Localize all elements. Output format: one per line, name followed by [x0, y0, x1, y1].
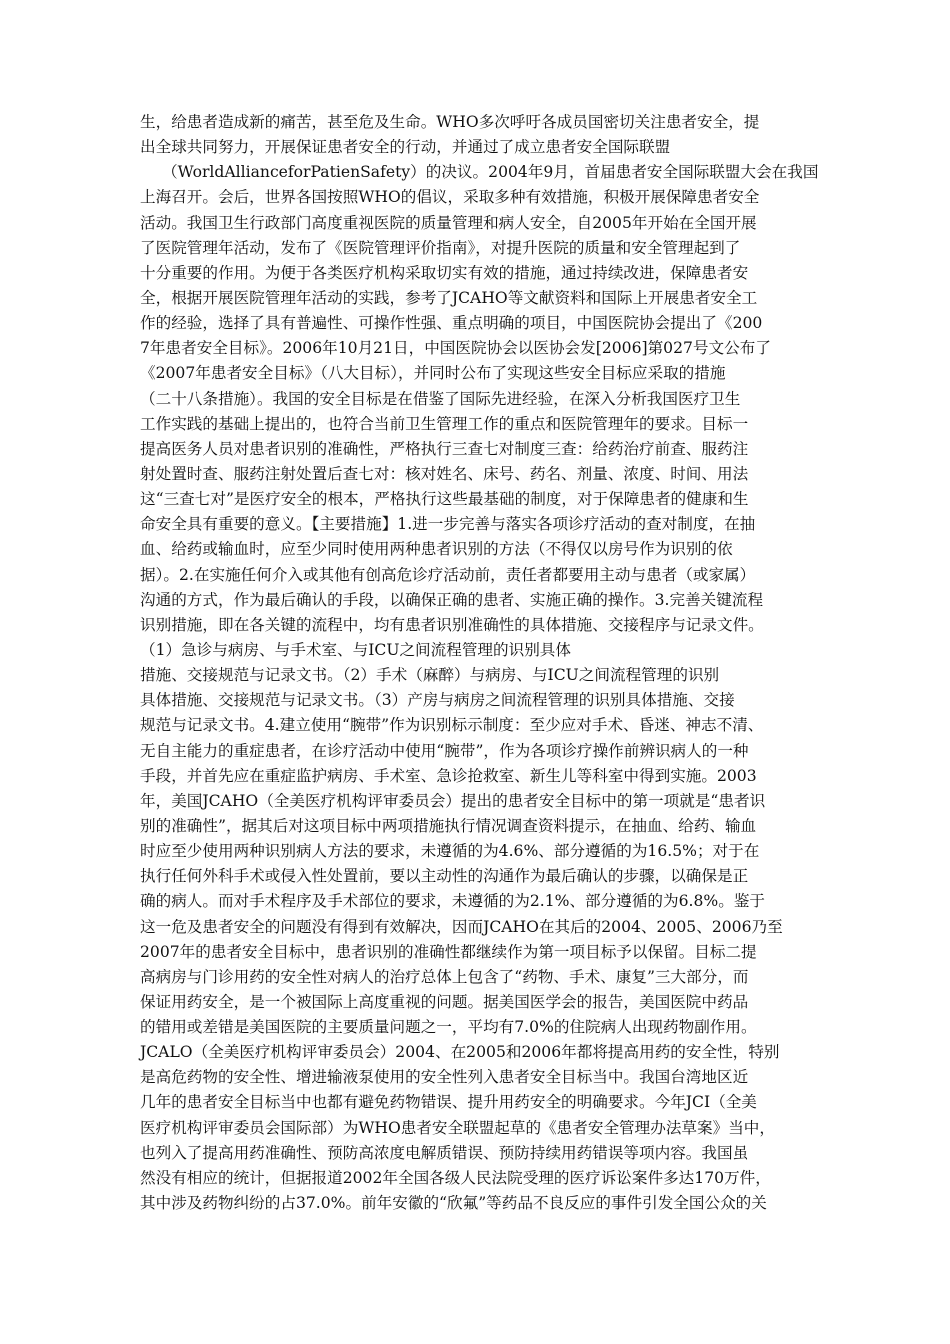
- text-line: （WorldAllianceforPatienSafety）的决议。2004年9月，首届患者安全国际联盟大会在我国: [162, 163, 819, 182]
- text-line: 也列入了提高用药准确性、预防高浓度电解质错误、预防持续用药错误等项内容。我国虽: [140, 1143, 749, 1162]
- text-line: 是高危药物的安全性、增进输液泵使用的安全性列入患者安全目标当中。我国台湾地区近: [140, 1068, 749, 1087]
- text-line: 了医院管理年活动，发布了《医院管理评价指南》，对提升医院的质量和安全管理起到了: [140, 238, 741, 257]
- text-line: 其中涉及药物纠纷的占37.0%。前年安徽的“欣氟”等药品不良反应的事件引发全国公众的关: [140, 1194, 767, 1213]
- body-text: [140, 110, 830, 1216]
- text-line: 这一危及患者安全的问题没有得到有效解决，因而JCAHO在其后的2004、2005、2006乃至: [140, 917, 783, 936]
- text-line: 出全球共同努力，开展保证患者安全的行动，并通过了成立患者安全国际联盟: [140, 138, 671, 157]
- text-line: 生，给患者造成新的痛苦，甚至危及生命。WHO多次呼吁各成员国密切关注患者安全，提: [140, 113, 760, 131]
- text-line: 活动。我国卫生行政部门高度重视医院的质量管理和病人安全，自2005年开始在全国开展: [140, 213, 757, 232]
- text-line: 作的经验，选择了具有普遍性、可操作性强、重点明确的项目，中国医院协会提出了《200: [140, 314, 763, 333]
- text-line: 具体措施、交接规范与记录文书。（3）产房与病房之间流程管理的识别具体措施、交接: [140, 691, 735, 710]
- text-line: 的错用或差错是美国医院的主要质量问题之一，平均有7.0%的住院病人出现药物副作用。: [140, 1018, 757, 1037]
- text-line: 工作实践的基础上提出的，也符合当前卫生管理工作的重点和医院管理年的要求。目标一: [140, 414, 749, 433]
- text-line: 这“三查七对”是医疗安全的根本，严格执行这些最基础的制度，对于保障患者的健康和生: [140, 490, 749, 509]
- text-line: （二十八条措施）。我国的安全目标是在借鉴了国际先进经验，在深入分析我国医疗卫生: [140, 389, 741, 408]
- text-line: JCALO（全美医疗机构评审委员会）2004、在2005和2006年都将提高用药的安全性，特别: [140, 1043, 780, 1062]
- text-line: 十分重要的作用。为便于各类医疗机构采取切实有效的措施，通过持续改进，保障患者安: [140, 263, 749, 282]
- text-line: 全，根据开展医院管理年活动的实践，参考了JCAHO等文献资料和国际上开展患者安全工: [140, 288, 758, 307]
- text-line: 上海召开。会后，世界各国按照WHO的倡议，采取多种有效措施，积极开展保障患者安全: [140, 188, 760, 207]
- text-line: 提高医务人员对患者识别的准确性，严格执行三查七对制度三查：给药治疗前查、服药注: [140, 439, 749, 458]
- text-line: 别的准确性”，据其后对这项目标中两项措施执行情况调查资料提示，在抽血、给药、输血: [140, 816, 757, 835]
- text-line: 高病房与门诊用药的安全性对病人的治疗总体上包含了“药物、手术、康复”三大部分，而: [140, 967, 749, 986]
- text-line: 识别措施，即在各关键的流程中，均有患者识别准确性的具体措施、交接程序与记录文件。: [140, 615, 764, 634]
- text-line: 几年的患者安全目标当中也都有避免药物错误、提升用药安全的明确要求。今年JCI（全美: [140, 1093, 757, 1112]
- text-line: 命安全具有重要的意义。【主要措施】1.进一步完善与落实各项诊疗活动的查对制度，在抽: [140, 515, 756, 534]
- text-line: 沟通的方式，作为最后确认的手段，以确保正确的患者、实施正确的操作。3.完善关键流程: [140, 590, 764, 609]
- text-line: 7年患者安全目标》。2006年10月21日，中国医院协会以医协会发[2006]第027号文公布了: [140, 339, 771, 358]
- text-line: 射处置时查、服药注射处置后查七对：核对姓名、床号、药名、剂量、浓度、时间、用法: [140, 464, 749, 483]
- text-line: （1）急诊与病房、与手术室、与ICU之间流程管理的识别具体: [140, 640, 571, 659]
- text-line: 然没有相应的统计，但据报道2002年全国各级人民法院受理的医疗诉讼案件多达170万件，: [140, 1168, 771, 1187]
- text-line: 2007年的患者安全目标中，患者识别的准确性都继续作为第一项目标予以保留。目标二提: [140, 942, 757, 961]
- text-line: 据）。2.在实施任何介入或其他有创高危诊疗活动前，责任者都要用主动与患者（或家属）: [140, 565, 756, 584]
- text-line: 确的病人。而对手术程序及手术部位的要求，未遵循的为2.1%、部分遵循的为6.8%。鉴于: [140, 892, 766, 911]
- text-line: 执行任何外科手术或侵入性处置前，要以主动性的沟通作为最后确认的步骤，以确保是正: [140, 867, 749, 886]
- text-line: 《2007年患者安全目标》（八大目标），并同时公布了实现这些安全目标应采取的措施: [140, 364, 726, 383]
- text-line: 保证用药安全，是一个被国际上高度重视的问题。据美国医学会的报告，美国医院中药品: [140, 992, 749, 1011]
- text-line: 医疗机构评审委员会国际部）为WHO患者安全联盟起草的《患者安全管理办法草案》当中，: [140, 1118, 775, 1137]
- text-line: 无自主能力的重症患者，在诊疗活动中使用“腕带”，作为各项诊疗操作前辨识病人的一种: [140, 741, 749, 760]
- text-line: 年，美国JCAHO（全美医疗机构评审委员会）提出的患者安全目标中的第一项就是“患者识: [140, 791, 766, 810]
- text-line: 血、给药或输血时，应至少同时使用两种患者识别的方法（不得仅以房号作为识别的依: [140, 540, 733, 559]
- text-line: 时应至少使用两种识别病人方法的要求，未遵循的为4.6%、部分遵循的为16.5%；对于在: [140, 842, 760, 861]
- text-line: 规范与记录文书。4.建立使用“腕带”作为识别标示制度：至少应对手术、昏迷、神志不清、: [140, 716, 764, 735]
- text-line: 手段，并首先应在重症监护病房、手术室、急诊抢救室、新生儿等科室中得到实施。2003: [140, 766, 757, 785]
- text-line: 措施、交接规范与记录文书。（2）手术（麻醉）与病房、与ICU之间流程管理的识别: [140, 666, 720, 685]
